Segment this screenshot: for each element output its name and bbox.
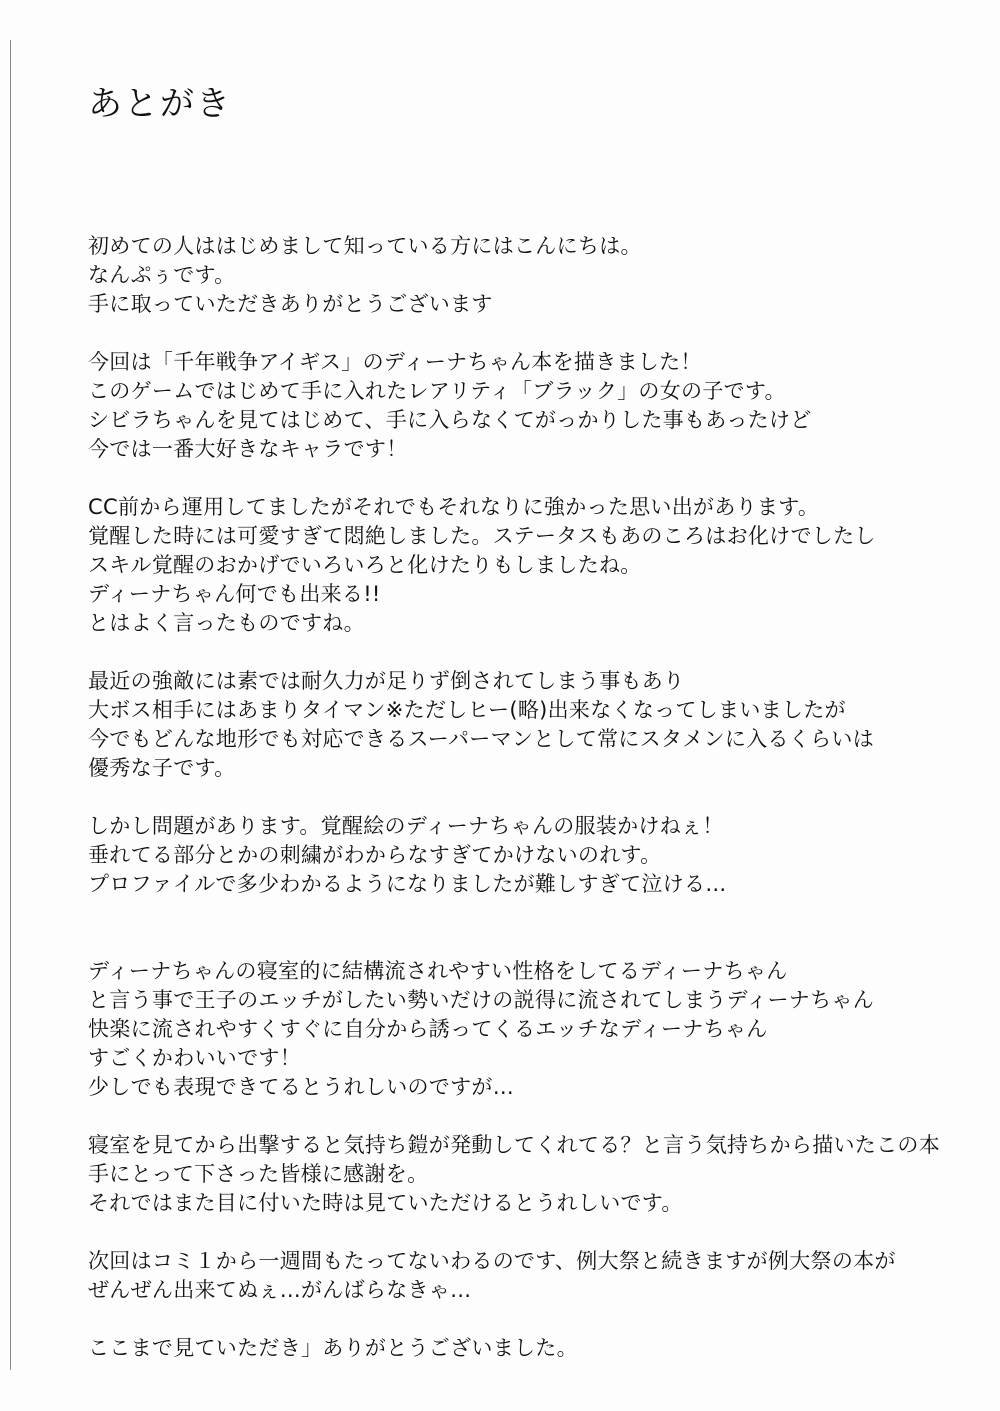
text-line: 手にとって下さった皆様に感謝を。 [88, 1162, 429, 1186]
text-line: 今回は「千年戦争アイギス」のディーナちゃん本を描きました！ [88, 350, 702, 374]
text-line: 今では一番大好きなキャラです！ [88, 437, 408, 461]
paragraph-thanks [88, 1131, 948, 1218]
text-line: 大ボス相手にはあまりタイマン※ただしヒー(略)出来なくなってしまいましたが [88, 698, 846, 722]
paragraph-character [88, 957, 948, 1102]
text-line: すごくかわいいです！ [88, 1046, 301, 1070]
text-line: 優秀な子です。 [88, 756, 236, 780]
paragraph-recent [88, 667, 948, 783]
text-line: それではまた目に付いた時は見ていただけるとうれしいです。 [88, 1191, 683, 1215]
text-line: ぜんぜん出来てぬぇ…がんばらなきゃ… [88, 1278, 472, 1302]
text-line: と言う事で王子のエッチがしたい勢いだけの説得に流されてしまうディーナちゃん [88, 988, 874, 1012]
paragraph-problem [88, 812, 948, 899]
text-line: シビラちゃんを見てはじめて、手に入らなくてがっかりした事もあったけど [88, 408, 812, 432]
text-line: 覚醒した時には可愛すぎて悶絶しました。ステータスもあのころはお化けでしたし [88, 524, 876, 548]
text-line: とはよく言ったものですね。 [88, 611, 365, 635]
text-line: しかし問題があります。覚醒絵のディーナちゃんの服装かけねぇ！ [88, 814, 724, 838]
text-line: スキル覚醒のおかげでいろいろと化けたりもしましたね。 [88, 553, 642, 577]
text-line: CC前から運用してましたがそれでもそれなりに強かった思い出があります。 [88, 495, 820, 519]
text-line: 垂れてる部分とかの刺繍がわからなすぎてかけないのれす。 [88, 843, 662, 867]
text-line: 初めての人ははじめまして知っている方にはこんにちは。 [88, 234, 642, 258]
text-line: ここまで見ていただき」ありがとうございました。 [88, 1336, 578, 1360]
text-line: 寝室を見てから出撃すると気持ち鎧が発動してくれてる？と言う気持ちから描いたこの本 [88, 1133, 940, 1157]
text-line: 少しでも表現できてるとうれしいのですが… [88, 1075, 514, 1099]
text-line: ディーナちゃんの寝室的に結構流されやすい性格をしてるディーナちゃん [88, 959, 788, 983]
text-line: 手に取っていただきありがとうございます [88, 292, 493, 316]
paragraph-greeting [88, 232, 948, 319]
text-line: 今でもどんな地形でも対応できるスーパーマンとして常にスタメンに入るくらいは [88, 727, 874, 751]
afterword-body [88, 232, 948, 1392]
text-line: なんぷぅです。 [88, 263, 236, 287]
paragraph-topic [88, 348, 948, 464]
text-line: 次回はコミ１から一週間もたってないわるのです、例大祭と続きますが例大祭の本が [88, 1249, 896, 1273]
page-title: あとがき [88, 84, 232, 124]
text-line: ディーナちゃん何でも出来る!! [88, 582, 381, 606]
paragraph-memories [88, 493, 948, 638]
paragraph-next [88, 1247, 948, 1305]
text-line: 最近の強敵には素では耐久力が足りず倒されてしまう事もあり [88, 669, 685, 693]
text-line: プロファイルで多少わかるようになりましたが難しすぎて泣ける… [88, 872, 727, 896]
text-line: 快楽に流されやすくすぐに自分から誘ってくるエッチなディーナちゃん [88, 1017, 768, 1041]
page-edge-line [10, 40, 11, 1370]
text-line: このゲームではじめて手に入れたレアリティ「ブラック」の女の子です。 [88, 379, 786, 403]
paragraph-closing [88, 1334, 948, 1363]
